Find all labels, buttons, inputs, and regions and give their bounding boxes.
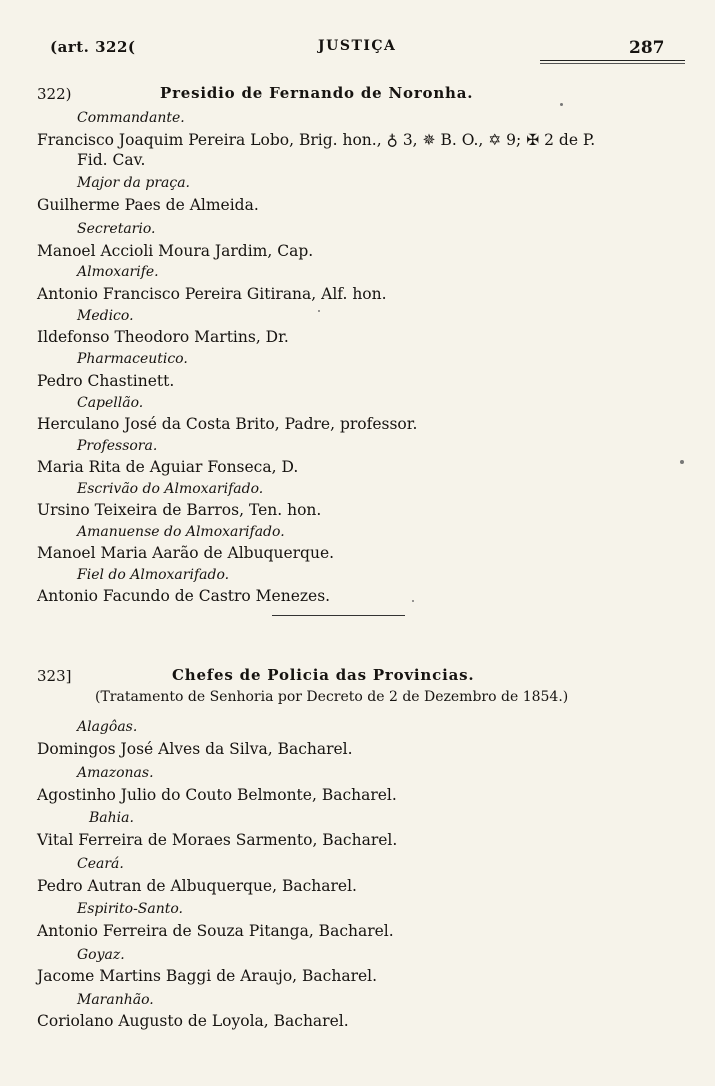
role-label: Capellão.: [77, 395, 144, 411]
section-heading: Presidio de Fernando de Noronha.: [160, 84, 474, 102]
person-entry: Antonio Facundo de Castro Menezes.: [37, 587, 331, 605]
scan-speck: [318, 310, 320, 312]
person-entry: Ildefonso Theodoro Martins, Dr.: [37, 328, 289, 346]
scan-speck: [680, 460, 684, 464]
person-entry: Pedro Chastinett.: [37, 372, 175, 390]
page-number: 287: [629, 38, 665, 58]
person-entry: Antonio Ferreira de Souza Pitanga, Bacharel.: [37, 922, 394, 940]
role-label: Pharmaceutico.: [77, 351, 188, 367]
person-entry: Pedro Autran de Albuquerque, Bacharel.: [37, 877, 357, 895]
section-heading: Chefes de Policia das Provincias.: [172, 666, 475, 684]
role-label: Commandante.: [77, 110, 185, 126]
person-entry: Ursino Teixeira de Barros, Ten. hon.: [37, 501, 322, 519]
role-label: Major da praça.: [77, 175, 190, 191]
role-label: Maranhão.: [77, 992, 154, 1008]
section-divider: [272, 615, 405, 616]
section-note: (Tratamento de Senhoria por Decreto de 2 de Dezembro de 1854.): [95, 689, 569, 705]
role-label: Espirito-Santo.: [77, 901, 184, 917]
person-entry: Manoel Maria Aarão de Albuquerque.: [37, 544, 335, 562]
person-entry: Maria Rita de Aguiar Fonseca, D.: [37, 458, 299, 476]
person-entry: Manoel Accioli Moura Jardim, Cap.: [37, 242, 314, 260]
role-label: Medico.: [77, 308, 134, 324]
running-header-article: (art. 322(: [50, 38, 136, 56]
person-entry: Domingos José Alves da Silva, Bacharel.: [37, 740, 353, 758]
header-rule-secondary: [540, 63, 685, 64]
scan-speck: [412, 600, 414, 602]
role-label: Secretario.: [77, 221, 156, 237]
person-entry: Guilherme Paes de Almeida.: [37, 196, 259, 214]
person-entry: Francisco Joaquim Pereira Lobo, Brig. hon., ♁ 3, ✵ B. O., ✡ 9; ✠ 2 de P.: [37, 131, 596, 149]
person-entry: Jacome Martins Baggi de Araujo, Bacharel.: [37, 967, 378, 985]
role-label: Amazonas.: [77, 765, 154, 781]
person-entry: Vital Ferreira de Moraes Sarmento, Bacharel.: [37, 831, 398, 849]
role-label: Escrivão do Almoxarifado.: [77, 481, 264, 497]
role-label: Amanuense do Almoxarifado.: [77, 524, 285, 540]
role-label: Goyaz.: [77, 947, 125, 963]
scan-speck: [560, 103, 563, 106]
section-number: 323]: [37, 667, 72, 685]
section-number: 322): [37, 85, 72, 103]
person-entry: Coriolano Augusto de Loyola, Bacharel.: [37, 1012, 349, 1030]
role-label: Fiel do Almoxarifado.: [77, 567, 230, 583]
role-label: Bahia.: [89, 810, 134, 826]
person-entry: Antonio Francisco Pereira Gitirana, Alf. hon.: [37, 285, 387, 303]
role-label: Alagôas.: [77, 719, 138, 735]
person-entry-continuation: Fid. Cav.: [77, 151, 146, 169]
header-rule: [540, 60, 685, 61]
person-entry: Herculano José da Costa Brito, Padre, professor.: [37, 415, 418, 433]
role-label: Professora.: [77, 438, 158, 454]
role-label: Ceará.: [77, 856, 124, 872]
running-header-title: JUSTIÇA: [318, 38, 397, 54]
person-entry: Agostinho Julio do Couto Belmonte, Bacharel.: [37, 786, 397, 804]
role-label: Almoxarife.: [77, 264, 159, 280]
